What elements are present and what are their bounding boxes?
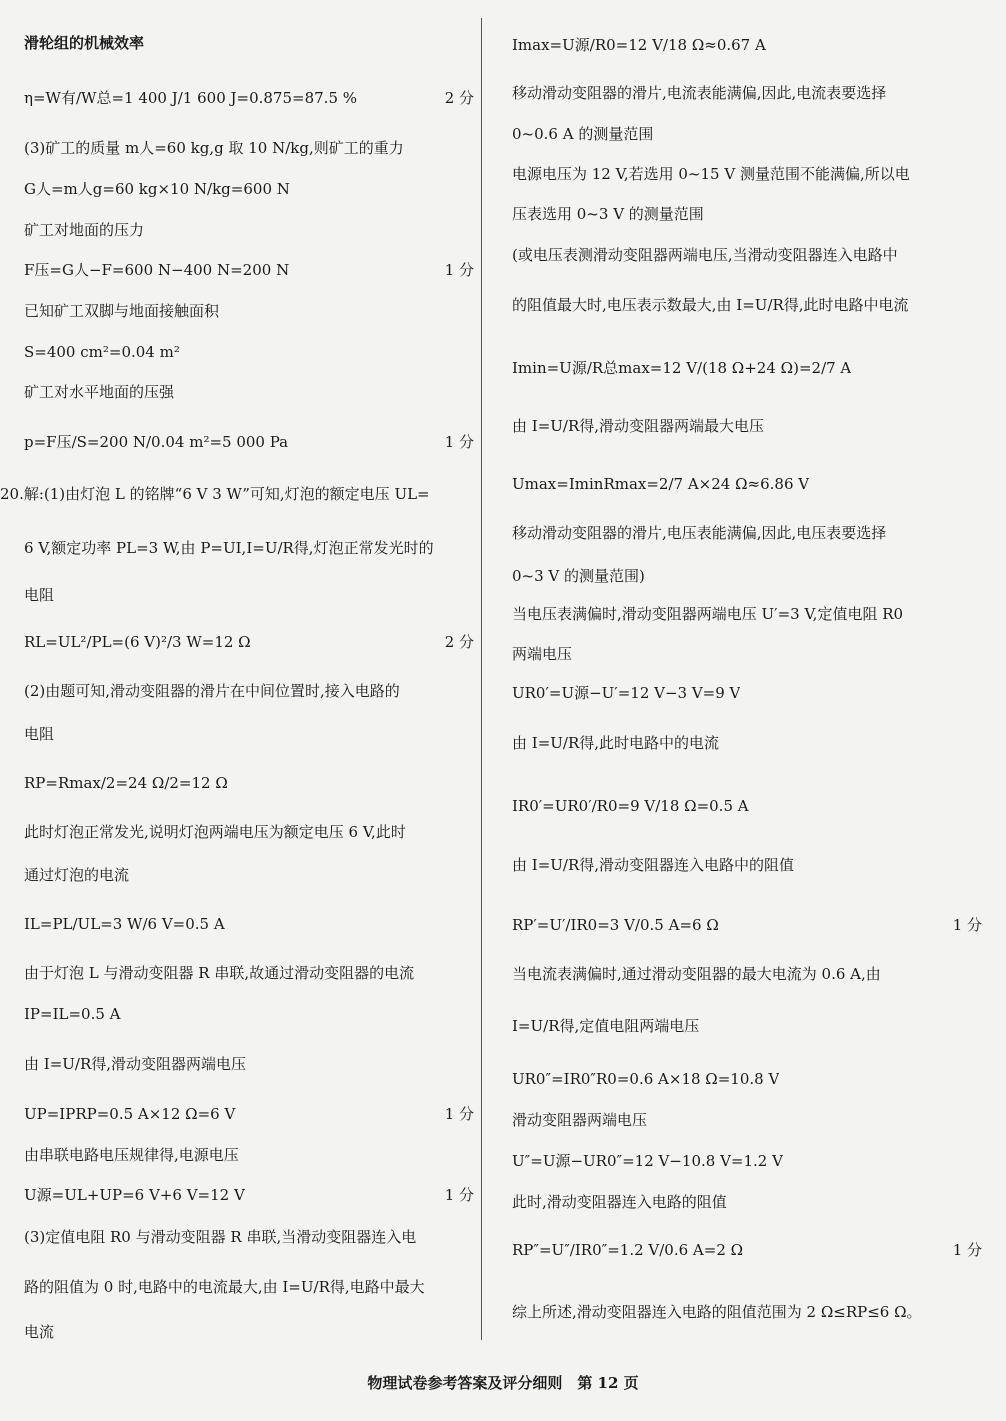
formula: UR0″=IR0″R0=0.6 A×18 Ω=10.8 V <box>512 1070 780 1088</box>
page-footer: 物理试卷参考答案及评分细则 第 12 页 <box>367 1374 639 1392</box>
formula: η=W有/W总=1 400 J/1 600 J=0.875=87.5 % <box>24 89 358 107</box>
formula: F压=G人−F=600 N−400 N=200 N <box>24 261 290 279</box>
question-header: 20.解:(1)由灯泡 L 的铭牌“6 V 3 W”可知,灯泡的额定电压 UL= <box>0 485 430 503</box>
text-line <box>512 1240 982 1260</box>
text-line: 当电流表满偏时,通过滑动变阻器的最大电流为 0.6 A,由 <box>512 965 881 983</box>
text-line <box>24 632 474 652</box>
text-line: 当电压表满偏时,滑动变阻器两端电压 U′=3 V,定值电阻 R0 <box>512 605 904 623</box>
formula: Imin=U源/R总max=12 V/(18 Ω+24 Ω)=2/7 A <box>512 359 852 377</box>
text-line <box>24 88 474 108</box>
text-line: (或电压表测滑动变阻器两端电压,当滑动变阻器连入电路中 <box>512 246 898 264</box>
text-line <box>24 1185 474 1205</box>
text-line <box>24 260 474 280</box>
text-line: G人=m人g=60 kg×10 N/kg=600 N <box>24 180 290 198</box>
text-line: 矿工对水平地面的压强 <box>24 383 175 401</box>
score: 1 分 <box>952 916 982 934</box>
text-line: 路的阻值为 0 时,电路中的电流最大,由 I=U/R得,电路中最大 <box>24 1278 425 1296</box>
formula: RP′=U′/IR0=3 V/0.5 A=6 Ω <box>512 916 719 934</box>
text-line: (3)定值电阻 R0 与滑动变阻器 R 串联,当滑动变阻器连入电 <box>24 1228 417 1246</box>
text-line: 的阻值最大时,电压表示数最大,由 I=U/R得,此时电路中电流 <box>512 296 909 314</box>
formula: Umax=IminRmax=2/7 A×24 Ω≈6.86 V <box>512 475 810 493</box>
formula: p=F压/S=200 N/0.04 m²=5 000 Pa <box>24 433 289 451</box>
text-line: 此时,滑动变阻器连入电路的阻值 <box>512 1193 727 1211</box>
text-line: 已知矿工双脚与地面接触面积 <box>24 302 220 320</box>
text-line: 滑轮组的机械效率 <box>24 34 145 52</box>
text-line: 由 I=U/R得,滑动变阻器两端电压 <box>24 1055 247 1073</box>
formula: UR0′=U源−U′=12 V−3 V=9 V <box>512 684 741 702</box>
score: 1 分 <box>444 261 474 279</box>
score: 1 分 <box>444 1186 474 1204</box>
text-line: 移动滑动变阻器的滑片,电压表能满偏,因此,电压表要选择 <box>512 524 887 542</box>
formula: UP=IPRP=0.5 A×12 Ω=6 V <box>24 1105 236 1123</box>
text-line: 滑动变阻器两端电压 <box>512 1111 648 1129</box>
text-line: IL=PL/UL=3 W/6 V=0.5 A <box>24 915 225 933</box>
text-line: RP=Rmax/2=24 Ω/2=12 Ω <box>24 774 228 792</box>
formula: RL=UL²/PL=(6 V)²/3 W=12 Ω <box>24 633 251 651</box>
text-line <box>24 432 474 452</box>
text-line: 矿工对地面的压力 <box>24 221 145 239</box>
formula: IR0′=UR0′/R0=9 V/18 Ω=0.5 A <box>512 797 749 815</box>
text-line: 由串联电路电压规律得,电源电压 <box>24 1146 239 1164</box>
text-line: 通过灯泡的电流 <box>24 866 130 884</box>
text-line: 电阻 <box>24 586 55 604</box>
text-line: (2)由题可知,滑动变阻器的滑片在中间位置时,接入电路的 <box>24 682 400 700</box>
formula: U源=UL+UP=6 V+6 V=12 V <box>24 1186 245 1204</box>
text-line: 电阻 <box>24 725 55 743</box>
text-line: 由 I=U/R得,滑动变阻器两端最大电压 <box>512 417 765 435</box>
score: 2 分 <box>444 633 474 651</box>
text-line: 电源电压为 12 V,若选用 0~15 V 测量范围不能满偏,所以电 <box>512 165 910 183</box>
text-line: IP=IL=0.5 A <box>24 1005 121 1023</box>
formula: RP″=U″/IR0″=1.2 V/0.6 A=2 Ω <box>512 1241 744 1259</box>
text-line: 0~3 V 的测量范围) <box>512 567 645 585</box>
text-line: 6 V,额定功率 PL=3 W,由 P=UI,I=U/R得,灯泡正常发光时的 <box>24 539 434 557</box>
text-line: 0~0.6 A 的测量范围 <box>512 125 654 143</box>
score: 2 分 <box>444 89 474 107</box>
text-line: 两端电压 <box>512 645 573 663</box>
text-line: 综上所述,滑动变阻器连入电路的阻值范围为 2 Ω≤RP≤6 Ω。 <box>512 1303 922 1321</box>
text-line: S=400 cm²=0.04 m² <box>24 343 180 361</box>
score: 1 分 <box>444 1105 474 1123</box>
formula: Imax=U源/R0=12 V/18 Ω≈0.67 A <box>512 36 766 54</box>
column-divider <box>481 18 482 1340</box>
score: 1 分 <box>444 433 474 451</box>
text-line <box>512 915 982 935</box>
score: 1 分 <box>952 1241 982 1259</box>
text-line: 电流 <box>24 1323 55 1341</box>
text-line: 移动滑动变阻器的滑片,电流表能满偏,因此,电流表要选择 <box>512 84 887 102</box>
formula: U″=U源−UR0″=12 V−10.8 V=1.2 V <box>512 1152 783 1170</box>
text-line: 压表选用 0~3 V 的测量范围 <box>512 205 704 223</box>
text-line: 此时灯泡正常发光,说明灯泡两端电压为额定电压 6 V,此时 <box>24 823 406 841</box>
text-line: 由于灯泡 L 与滑动变阻器 R 串联,故通过滑动变阻器的电流 <box>24 964 415 982</box>
text-line: 由 I=U/R得,此时电路中的电流 <box>512 734 720 752</box>
text-line: I=U/R得,定值电阻两端电压 <box>512 1017 700 1035</box>
text-line <box>24 1104 474 1124</box>
text-line: (3)矿工的质量 m人=60 kg,g 取 10 N/kg,则矿工的重力 <box>24 139 404 157</box>
text-line: 由 I=U/R得,滑动变阻器连入电路中的阻值 <box>512 856 795 874</box>
